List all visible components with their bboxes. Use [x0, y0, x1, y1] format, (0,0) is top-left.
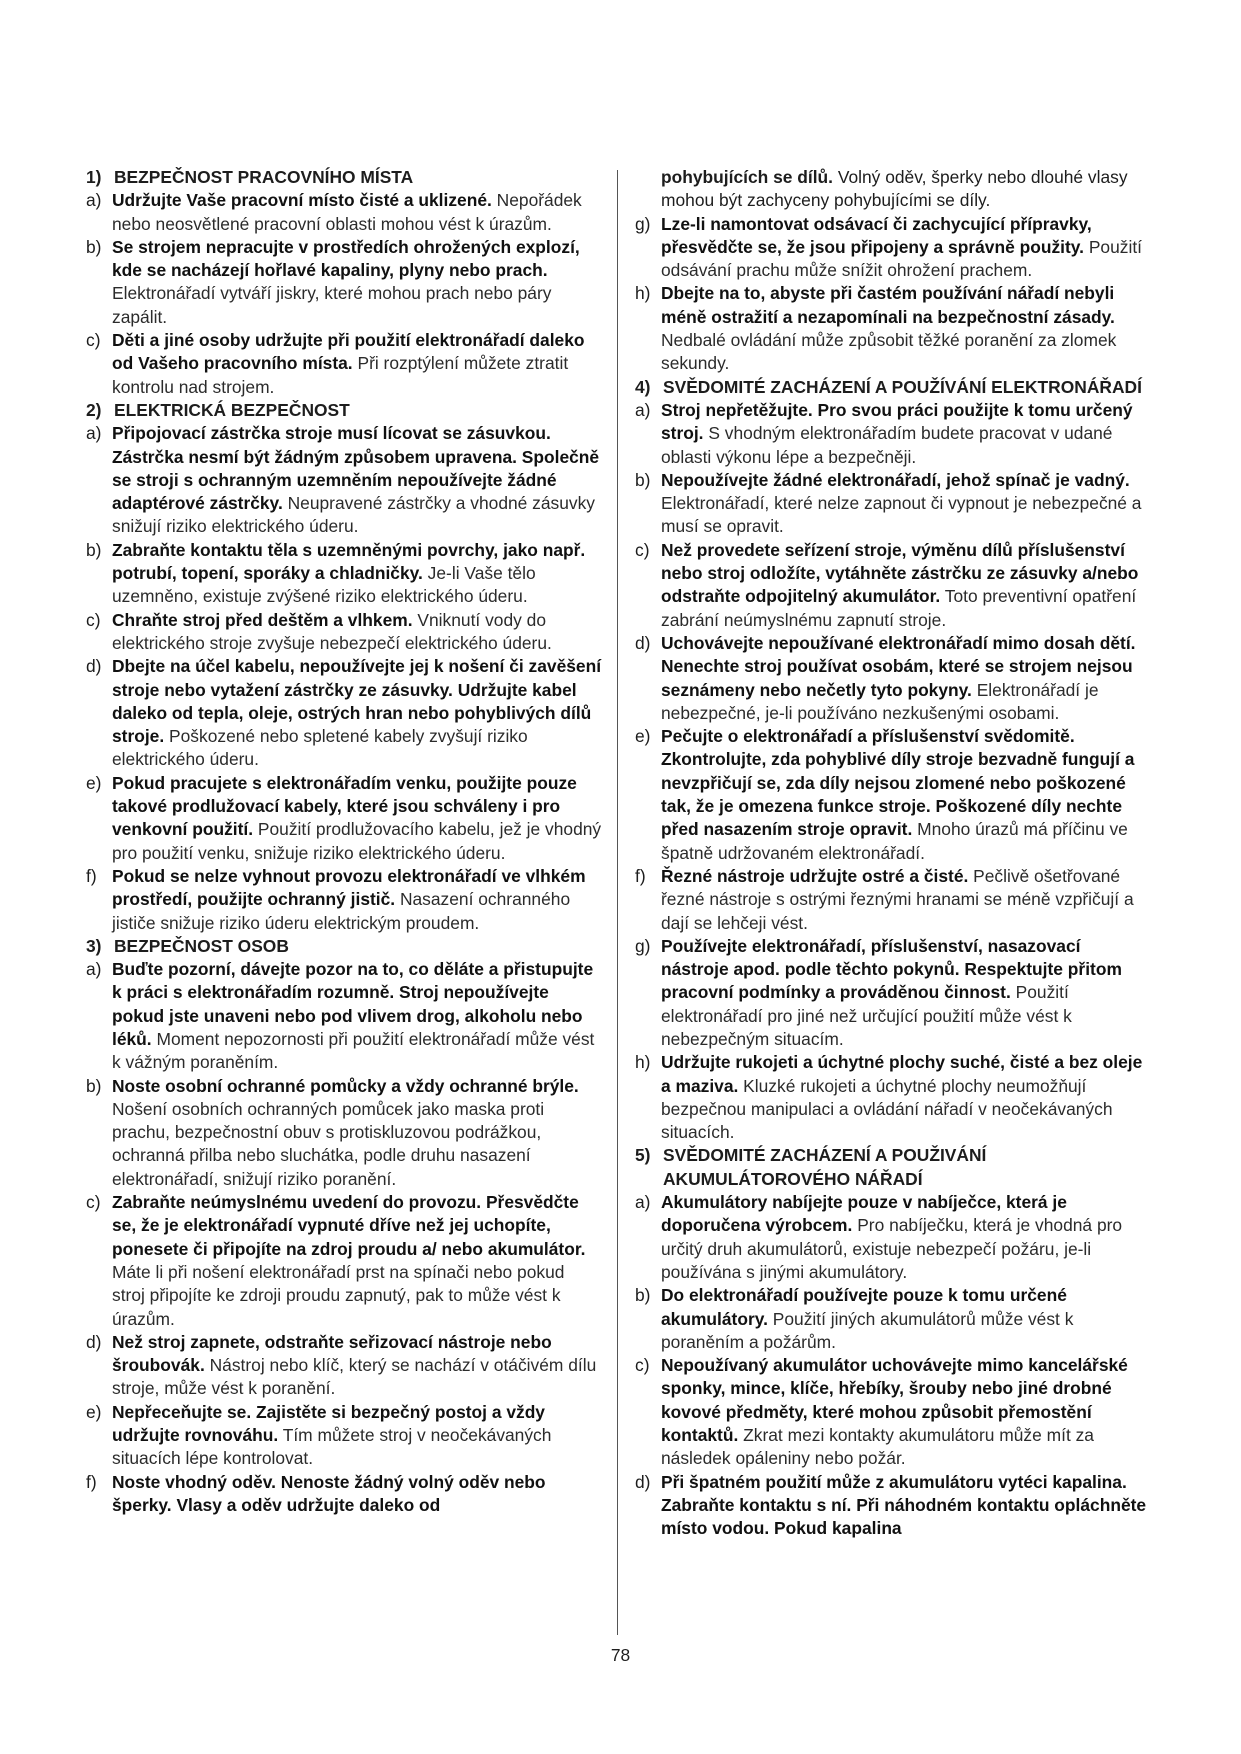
list-item [635, 632, 1151, 725]
section-heading [635, 1144, 1151, 1191]
item-label: d) [86, 656, 102, 677]
section-heading [86, 166, 602, 189]
list-item [86, 189, 602, 236]
item-text: Použití elektronářadí pro jiné než určující použití může vést k nebezpečným situacím. [661, 982, 1072, 1049]
item-bold-text: Akumulátory nabíjejte pouze v nabíječce, která je doporučena výrobcem. [661, 1192, 1067, 1236]
list-item [635, 1471, 1151, 1541]
list-item [635, 469, 1151, 539]
item-bold-text: Zabraňte kontaktu těla s uzemněnými povrchy, jako např. potrubí, topení, sporáky a chladničky. [112, 539, 586, 584]
section-number: 2) [86, 399, 102, 420]
item-text: Použití odsávání prachu může snížit ohrožení prachem. [661, 236, 1142, 281]
list-item [86, 422, 602, 538]
list-item [635, 865, 1151, 935]
item-label: g) [635, 935, 651, 956]
list-item [86, 772, 602, 865]
item-bold-text: Chraňte stroj před deštěm a vlhkem. [112, 609, 413, 630]
list-item [86, 1331, 602, 1401]
list-item [635, 1051, 1151, 1144]
list-item [635, 213, 1151, 283]
list-item [635, 282, 1151, 375]
item-bold-text: Než stroj zapnete, odstraňte seřizovací nástroje nebo šroubovák. [112, 1331, 552, 1376]
item-text: Nasazení ochranného jističe snižuje riziko úderu elektrickým proudem. [112, 889, 571, 933]
list-item [635, 1284, 1151, 1354]
item-text: Při rozptýlení můžete ztratit kontrolu nad strojem. [112, 353, 569, 397]
list-item [635, 1354, 1151, 1470]
item-text: Pro nabíječku, která je vhodná pro určitý druh akumulátorů, existuje nebezpečí požáru, je-li používána s jinými akumulátory. [661, 1215, 1123, 1282]
list-item [86, 1471, 602, 1518]
section-heading [86, 399, 602, 422]
item-text: Volný oděv, šperky nebo dlouhé vlasy mohou být zachyceny pohybujícími se díly. [661, 167, 1128, 211]
item-label: b) [86, 1075, 102, 1096]
item-bold-text: Zabraňte neúmyslnému uvedení do provozu. Přesvědčte se, že je elektronářadí vypnuté dříve než jej uchopíte, ponesete či připojíte na zdroj proudu a/ nebo akumulátor. [112, 1192, 586, 1259]
item-label: g) [635, 213, 651, 234]
item-bold-text: Do elektronářadí používejte pouze k tomu určené akumulátory. [661, 1285, 1067, 1329]
item-bold-text: pohybujících se dílů. [661, 167, 833, 187]
item-label: b) [635, 1285, 651, 1306]
item-label: a) [635, 1192, 651, 1213]
item-bold-text: Pečujte o elektronářadí a příslušenství svědomitě. Zkontrolujte, zda pohyblivé díly stroje bezvadně fungují a nevzpřičují se, zda díly nejsou zlomené nebo poškozené tak, že je omezena funkce stroje. Poškozené díly nechte před nasazením stroje opravit. [661, 726, 1135, 840]
item-label: c) [86, 330, 101, 351]
right-column [635, 166, 1151, 1541]
item-label: c) [86, 609, 101, 630]
list-item [635, 725, 1151, 865]
list-item [635, 1191, 1151, 1284]
item-bold-text: Udržujte Vaše pracovní místo čisté a uklizené. [112, 190, 492, 211]
item-bold-text: Stroj nepřetěžujte. Pro svou práci použijte k tomu určený stroj. [661, 399, 1133, 444]
section-number: 1) [86, 167, 102, 187]
item-bold-text: Noste vhodný oděv. Nenoste žádný volný oděv nebo šperky. Vlasy a oděv udržujte daleko od [112, 1471, 546, 1515]
item-bold-text: Uchovávejte nepoužívané elektronářadí mimo dosah dětí. Nenechte stroj používat osobám, které se strojem nejsou seznámeny nebo nečetly tyto pokyny. [661, 632, 1136, 700]
item-label: a) [86, 190, 102, 211]
list-item [86, 1075, 602, 1191]
list-item [86, 1191, 602, 1331]
item-text: Nepořádek nebo neosvětlené pracovní oblasti mohou vést k úrazům. [112, 190, 582, 234]
item-text: Mnoho úrazů má příčinu ve špatně udržovaném elektronářadí. [661, 819, 1128, 863]
item-text: Nedbalé ovládání může způsobit těžké poranění za zlomek sekundy. [661, 330, 1117, 374]
item-text: Máte li při nošení elektronářadí prst na spínači nebo pokud stroj připojíte ke zdroji proudu zapnutý, pak to může vést k úrazům. [112, 1261, 565, 1329]
section-number: 3) [86, 935, 102, 956]
section-title: SVĚDOMITÉ ZACHÁZENÍ A POUŽIVÁNÍ AKUMULÁTOROVÉHO NÁŘADÍ [663, 1145, 987, 1189]
section-number: 4) [635, 376, 651, 397]
item-text: Kluzké rukojeti a úchytné plochy neumožňují bezpečnou manipulaci a ovládání nářadí v neočekávaných situacích. [661, 1075, 1113, 1143]
list-item [635, 539, 1151, 632]
item-label: c) [635, 1355, 650, 1376]
column-divider [617, 170, 618, 1635]
item-text: Elektronářadí vytváří jiskry, které mohou prach nebo páry zapálit. [112, 283, 552, 327]
list-item [86, 236, 602, 329]
list-item [86, 865, 602, 935]
section-heading [86, 935, 602, 958]
continuation-text [635, 166, 1151, 213]
item-text: Použití prodlužovacího kabelu, jež je vhodný pro použití venku, snižuje riziko elektrického úderu. [112, 819, 602, 863]
item-bold-text: Při špatném použití může z akumulátoru vytéci kapalina. Zabraňte kontaktu s ní. Při náhodném kontaktu opláchněte místo vodou. Pokud kapalina [661, 1471, 1147, 1539]
item-label: h) [635, 1052, 651, 1073]
item-label: b) [86, 539, 102, 560]
item-label: b) [86, 236, 102, 257]
item-bold-text: Řezné nástroje udržujte ostré a čisté. [661, 865, 969, 886]
item-bold-text: Nepoužívejte žádné elektronářadí, jehož spínač je vadný. [661, 469, 1130, 490]
left-column [86, 166, 602, 1517]
item-text: Tím můžete stroj v neočekávaných situacích lépe kontrolovat. [112, 1425, 552, 1469]
item-text: Elektronářadí, které nelze zapnout či vypnout je nebezpečné a musí se opravit. [661, 493, 1142, 537]
list-item [635, 399, 1151, 469]
section-title: SVĚDOMITÉ ZACHÁZENÍ A POUŽÍVÁNÍ ELEKTRONÁŘADÍ [663, 376, 1142, 397]
section-number: 5) [635, 1145, 651, 1166]
item-text: Použití jiných akumulátorů může vést k poraněním a požárům. [661, 1308, 1074, 1352]
item-bold-text: Než provedete seřízení stroje, výměnu dílů příslušenství nebo stroj odložíte, vytáhněte zástrčku ze zásuvky a/nebo odstraňte odpojitelný akumulátor. [661, 539, 1139, 607]
section-title: BEZPEČNOST PRACOVNÍHO MÍSTA [114, 167, 414, 187]
item-bold-text: Připojovací zástrčka stroje musí lícovat se zásuvkou. Zástrčka nesmí být žádným způsobem upravena. Společně se stroji s ochranným uzemněním nepoužívejte žádné adaptérové zástrčky. [112, 423, 600, 514]
item-label: e) [86, 1401, 102, 1422]
item-label: f) [86, 865, 97, 886]
item-label: b) [635, 469, 651, 490]
item-text: Moment nepozornosti při použití elektronářadí může vést k vážným poraněním. [112, 1028, 595, 1073]
item-bold-text: Pokud pracujete s elektronářadím venku, použijte pouze takové prodlužovací kabely, které jsou schváleny i pro venkovní použití. [112, 772, 577, 840]
item-bold-text: Děti a jiné osoby udržujte při použití elektronářadí daleko od Vašeho pracovního místa. [112, 330, 585, 374]
list-item [86, 609, 602, 656]
item-label: a) [86, 423, 102, 444]
item-bold-text: Noste osobní ochranné pomůcky a vždy ochranné brýle. [112, 1075, 579, 1096]
item-bold-text: Se strojem nepracujte v prostředích ohrožených explozí, kde se nacházejí hořlavé kapaliny, plyny nebo prach. [112, 236, 580, 281]
item-bold-text: Lze-li namontovat odsávací či zachycující přípravky, přesvědčte se, že jsou připojeny a správně použity. [661, 213, 1092, 257]
item-text: Elektronářadí je nebezpečné, je-li používáno nezkušenými osobami. [661, 679, 1099, 723]
list-item [86, 1401, 602, 1471]
item-bold-text: Udržujte rukojeti a úchytné plochy suché, čisté a bez oleje a maziva. [661, 1052, 1143, 1096]
item-label: d) [86, 1331, 102, 1352]
item-label: c) [86, 1192, 101, 1213]
list-item [86, 539, 602, 609]
section-heading [635, 376, 1151, 399]
item-label: f) [635, 865, 646, 886]
item-text: Neupravené zástrčky a vhodné zásuvky snižují riziko elektrického úderu. [112, 493, 596, 537]
item-bold-text: Dbejte na to, abyste při častém používání nářadí nebyli méně ostražití a nezapomínali na bezpečnostní zásady. [661, 283, 1115, 327]
page-number: 78 [610, 1645, 631, 1665]
list-item [635, 935, 1151, 1051]
list-item [86, 655, 602, 771]
item-text: Zkrat mezi kontakty akumulátoru může mít za následek opáleniny nebo požár. [661, 1425, 1094, 1469]
item-label: h) [635, 283, 651, 304]
item-bold-text: Dbejte na účel kabelu, nepoužívejte jej k nošení či zavěšení stroje nebo vytažení zástrčky ze zásuvky. Udržujte kabel daleko od tepla, oleje, ostrých hran nebo pohyblivých dílů stroje. [112, 656, 602, 747]
item-bold-text: Nepřeceňujte se. Zajistěte si bezpečný postoj a vždy udržujte rovnováhu. [112, 1401, 545, 1446]
item-text: S vhodným elektronářadím budete pracovat v udané oblasti výkonu lépe a bezpečněji. [661, 423, 1113, 467]
item-text: Vniknutí vody do elektrického stroje zvyšuje nebezpečí elektrického úderu. [112, 609, 552, 653]
item-bold-text: Pokud se nelze vyhnout provozu elektronářadí ve vlhkém prostředí, použijte ochranný jistič. [112, 865, 586, 910]
item-text: Nástroj nebo klíč, který se nachází v otáčivém dílu stroje, může vést k poranění. [112, 1355, 597, 1399]
item-text: Toto preventivní opatření zabrání neúmyslnému zapnutí stroje. [661, 586, 1137, 630]
item-label: d) [635, 632, 651, 653]
item-text: Pečlivě ošetřované řezné nástroje s ostrými řeznými hranami se méně vzpřičují a dají se lehčeji vést. [661, 865, 1134, 933]
list-item [86, 329, 602, 399]
item-label: d) [635, 1471, 651, 1492]
section-title: ELEKTRICKÁ BEZPEČNOST [114, 399, 350, 420]
item-label: f) [86, 1471, 97, 1492]
item-label: e) [635, 726, 651, 747]
item-label: a) [635, 399, 651, 420]
item-text: Nošení osobních ochranných pomůcek jako maska proti prachu, bezpečnostní obuv s protiskluzovou podrážkou, ochranná přilba nebo sluchátka, podle druhu nasazení elektronářadí, snižují riziko poranění. [112, 1098, 545, 1189]
item-bold-text: Používejte elektronářadí, příslušenství, nasazovací nástroje apod. podle těchto pokynů. Respektujte přitom pracovní podmínky a prováděnou činnost. [661, 935, 1122, 1003]
item-text: Je-li Vaše tělo uzemněno, existuje zvýšené riziko elektrického úderu. [112, 563, 536, 607]
item-bold-text: Buďte pozorní, dávejte pozor na to, co děláte a přistupujte k práci s elektronářadím rozumně. Stroj nepoužívejte pokud jste unaveni nebo pod vlivem drog, alkoholu nebo léků. [112, 959, 594, 1049]
section-title: BEZPEČNOST OSOB [114, 935, 289, 956]
item-text: Poškozené nebo spletené kabely zvyšují riziko elektrického úderu. [112, 726, 528, 770]
item-label: c) [635, 539, 650, 560]
item-bold-text: Nepoužívaný akumulátor uchovávejte mimo kancelářské sponky, mince, klíče, hřebíky, šrouby nebo jiné drobné kovové předměty, které mohou způsobit přemostění kontaktů. [661, 1355, 1128, 1446]
item-label: a) [86, 959, 102, 980]
item-label: e) [86, 772, 102, 793]
list-item [86, 958, 602, 1074]
